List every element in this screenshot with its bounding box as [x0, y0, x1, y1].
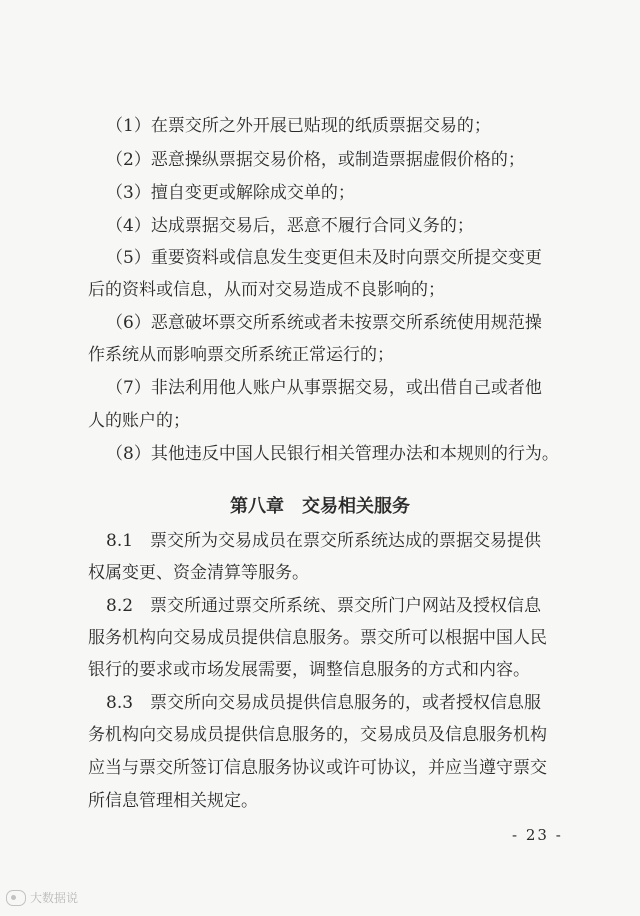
list-item: （2）恶意操纵票据交易价格，或制造票据虚假价格的；	[106, 150, 525, 170]
article-line: 服务机构向交易成员提供信息服务。票交所可以根据中国人民	[88, 628, 547, 648]
weibo-icon	[6, 890, 26, 906]
article-line: 8.2 票交所通过票交所系统、票交所门户网站及授权信息	[106, 596, 542, 616]
article-line: 8.1 票交所为交易成员在票交所系统达成的票据交易提供	[106, 531, 542, 551]
article-line: 8.3 票交所向交易成员提供信息服务的，或者授权信息服	[106, 693, 542, 713]
article-line: 应当与票交所签订信息服务协议或许可协议，并应当遵守票交	[88, 758, 547, 778]
watermark	[6, 889, 78, 906]
list-item-continuation: 人的账户的；	[88, 411, 190, 431]
list-item: （5）重要资料或信息发生变更但未及时向票交所提交变更	[106, 248, 542, 268]
watermark-text: 大数据说	[30, 891, 79, 905]
chapter-heading: 第八章 交易相关服务	[230, 496, 410, 517]
list-item: （4）达成票据交易后，恶意不履行合同义务的；	[106, 216, 474, 236]
list-item: （6）恶意破坏票交所系统或者未按票交所系统使用规范操	[106, 313, 542, 333]
list-item-continuation: 后的资料或信息，从而对交易造成不良影响的；	[88, 280, 445, 300]
list-item: （8）其他违反中国人民银行相关管理办法和本规则的行为。	[106, 444, 559, 464]
page-number: - 23 -	[512, 826, 563, 844]
article-line: 银行的要求或市场发展需要，调整信息服务的方式和内容。	[88, 660, 530, 680]
article-line: 权属变更、资金清算等服务。	[88, 563, 309, 583]
list-item: （3）擅自变更或解除成交单的；	[106, 183, 355, 203]
list-item: （1）在票交所之外开展已贴现的纸质票据交易的；	[106, 116, 491, 136]
article-line: 务机构向交易成员提供信息服务的，交易成员及信息服务机构	[88, 725, 547, 745]
list-item-continuation: 作系统从而影响票交所系统正常运行的；	[88, 345, 394, 365]
article-line: 所信息管理相关规定。	[88, 791, 258, 811]
list-item: （7）非法利用他人账户从事票据交易，或出借自己或者他	[106, 378, 542, 398]
